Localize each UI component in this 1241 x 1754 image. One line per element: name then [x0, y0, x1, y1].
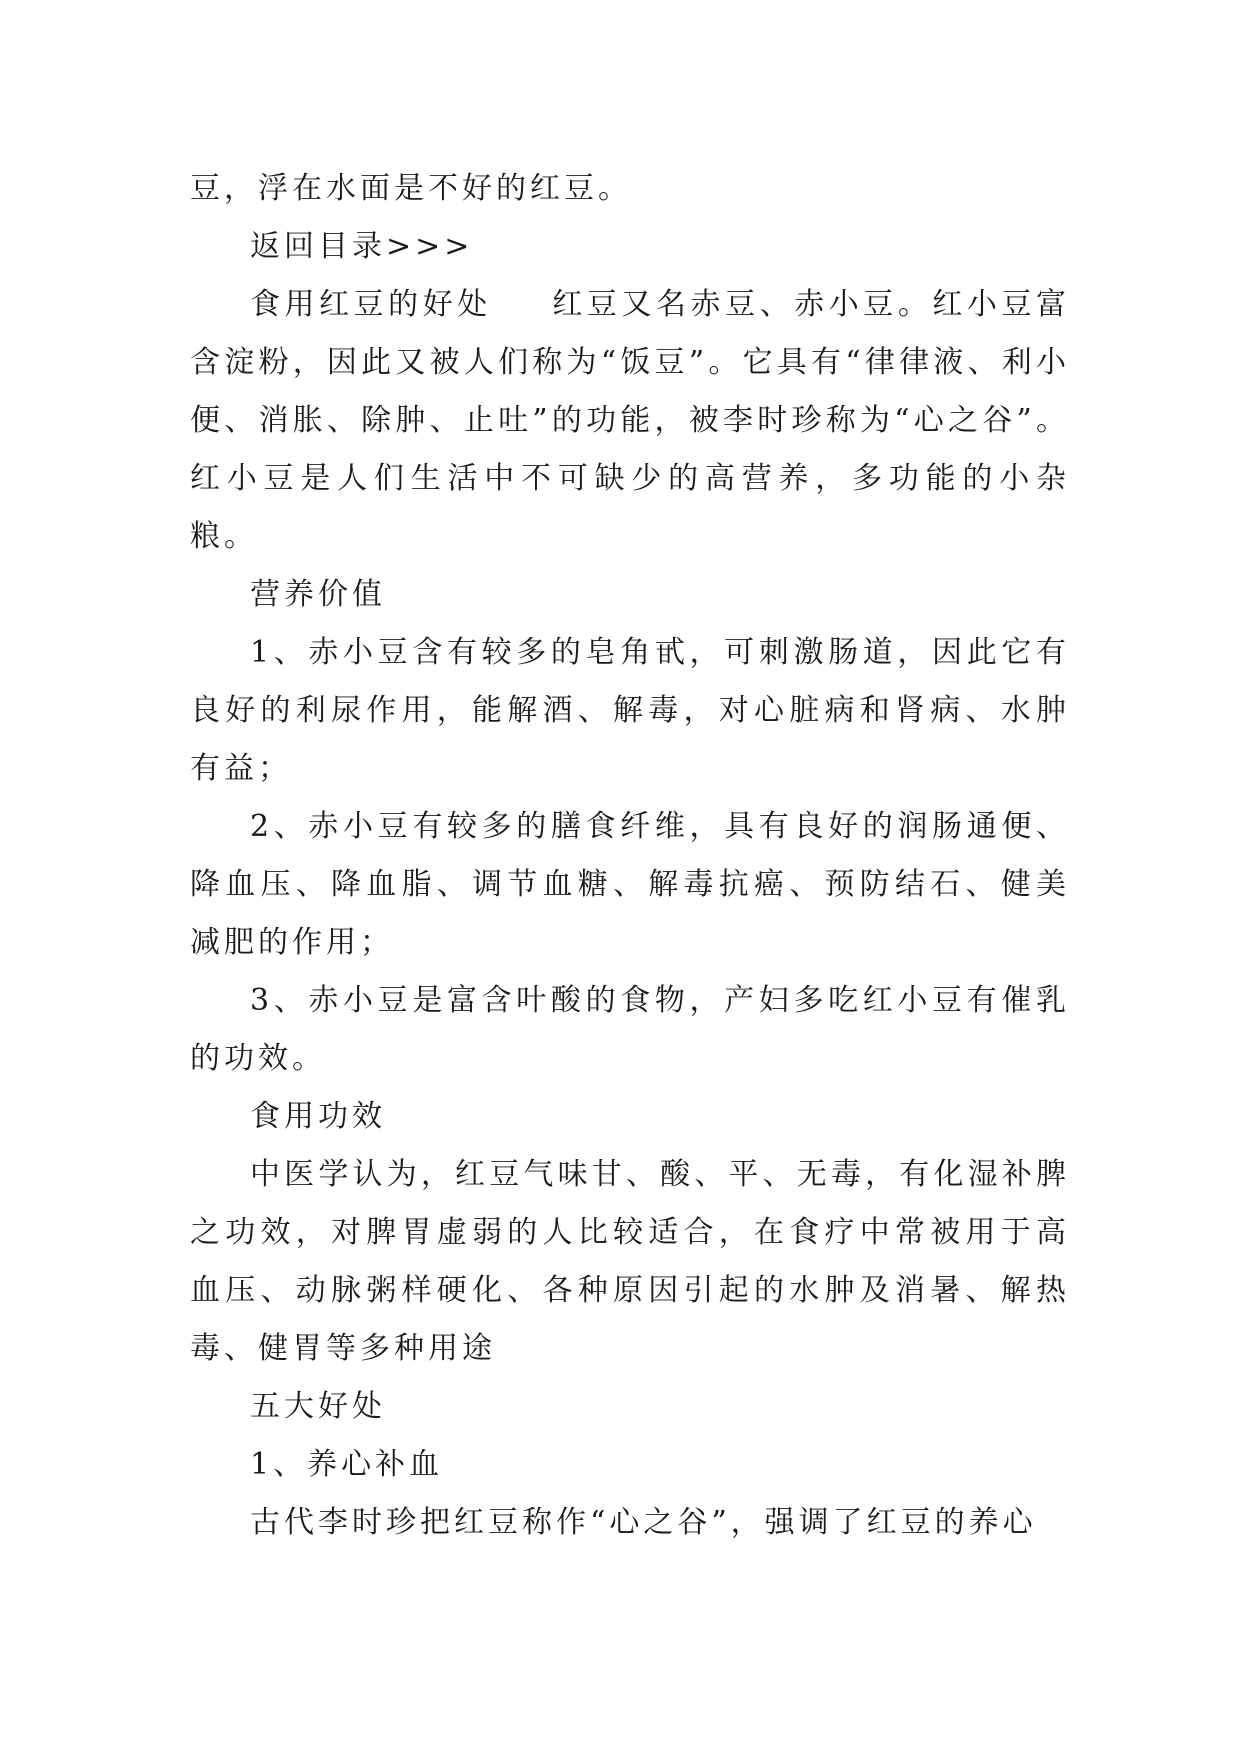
benefit-item-1-title: 1、养心补血: [250, 1447, 444, 1482]
back-to-toc-link[interactable]: 返回目录>>>: [250, 229, 474, 264]
document-body: [190, 160, 1070, 1552]
nutrition-item-2: 2、赤小豆有较多的膳食纤维，具有良好的润肠通便、降血压、降血脂、调节血糖、解毒抗癌、预防结石、健美减肥的作用；: [190, 809, 1070, 960]
paragraph-continuation: 豆，浮在水面是不好的红豆。: [190, 171, 632, 206]
heading-five-benefits: 五大好处: [250, 1389, 386, 1424]
nutrition-item-3: 3、赤小豆是富含叶酸的食物，产妇多吃红小豆有催乳的功效。: [190, 983, 1070, 1076]
heading-edible-efficacy: 食用功效: [250, 1099, 386, 1134]
section-title-benefits: 食用红豆的好处: [250, 287, 492, 322]
benefits-intro-text: 红豆又名赤豆、赤小豆。红小豆富含淀粉，因此又被人们称为“饭豆”。它具有“律律液、利小便、消胀、除肿、止吐”的功能，被李时珍称为“心之谷”。红小豆是人们生活中不可缺少的高营养，多功能的小杂粮。: [190, 287, 1071, 554]
paragraph-benefits-intro: [190, 276, 1070, 566]
nutrition-item-1: 1、赤小豆含有较多的皂角甙，可刺激肠道，因此它有良好的利尿作用，能解酒、解毒，对心脏病和肾病、水肿有益；: [190, 635, 1070, 786]
paragraph-heart-grain: 古代李时珍把红豆称作“心之谷”，强调了红豆的养心: [250, 1505, 1037, 1540]
heading-nutrition-value: 营养价值: [250, 577, 386, 612]
paragraph-tcm-view: 中医学认为，红豆气味甘、酸、平、无毒，有化湿补脾之功效，对脾胃虚弱的人比较适合，在食疗中常被用于高血压、动脉粥样硬化、各种原因引起的水肿及消暑、解热毒、健胃等多种用途: [190, 1157, 1070, 1366]
